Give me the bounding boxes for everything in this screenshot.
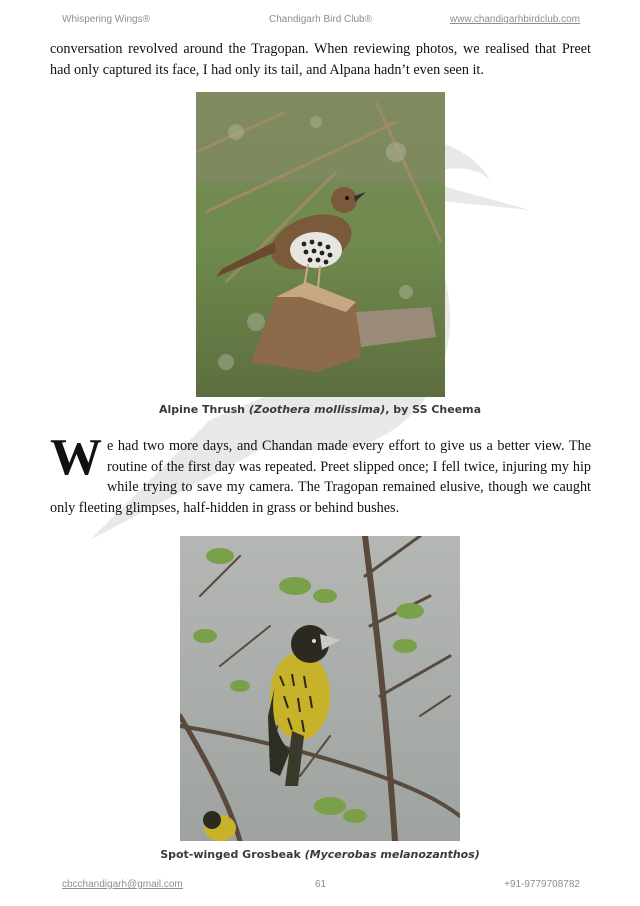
alpine-thrush-caption	[159, 403, 481, 416]
body-paragraph-2	[50, 429, 591, 518]
caption-common-name: Alpine Thrush	[158, 403, 249, 416]
page-number: 61	[315, 879, 327, 890]
page-header	[62, 14, 580, 30]
alpine-thrush-photo	[196, 92, 445, 397]
body-paragraph-1: conversation revolved around the Tragopan. When reviewing photos, we realised that Preet had only captured its face, I had only its tail, and Alpana hadn’t even seen it.	[50, 41, 591, 78]
caption-scientific-name: (Mycerobas melanozanthos)	[304, 848, 480, 861]
header-club-name: Chandigarh Bird Club®	[269, 14, 372, 25]
drop-cap: W	[50, 429, 102, 486]
header-website-link[interactable]: www.chandigarhbirdclub.com	[449, 14, 580, 25]
caption-common-name: Spot-winged Grosbeak	[160, 848, 305, 861]
grosbeak-caption	[160, 848, 480, 861]
spot-winged-grosbeak-photo	[180, 536, 460, 841]
header-publication: Whispering Wings®	[62, 14, 150, 25]
caption-scientific-name: (Zoothera mollissima)	[248, 403, 386, 416]
footer-phone: +91-9779708782	[504, 879, 580, 890]
footer-email-link[interactable]: cbcchandigarh@gmail.com	[62, 879, 183, 890]
body-paragraph-2-text: e had two more days, and Chandan made every effort to give us a better view. The routine of the first day was repeated. Preet slipped once; I fell twice, injuring my hip while trying to save my camera. The Tragopan remained elusive, though we caught only fleeting glimpses, half-hidden in grass or behind bushes.	[50, 438, 591, 516]
page-footer	[62, 879, 580, 893]
grosbeak-image	[180, 536, 460, 841]
caption-photo-credit: , by SS Cheema	[385, 403, 482, 416]
alpine-thrush-image	[196, 92, 445, 397]
